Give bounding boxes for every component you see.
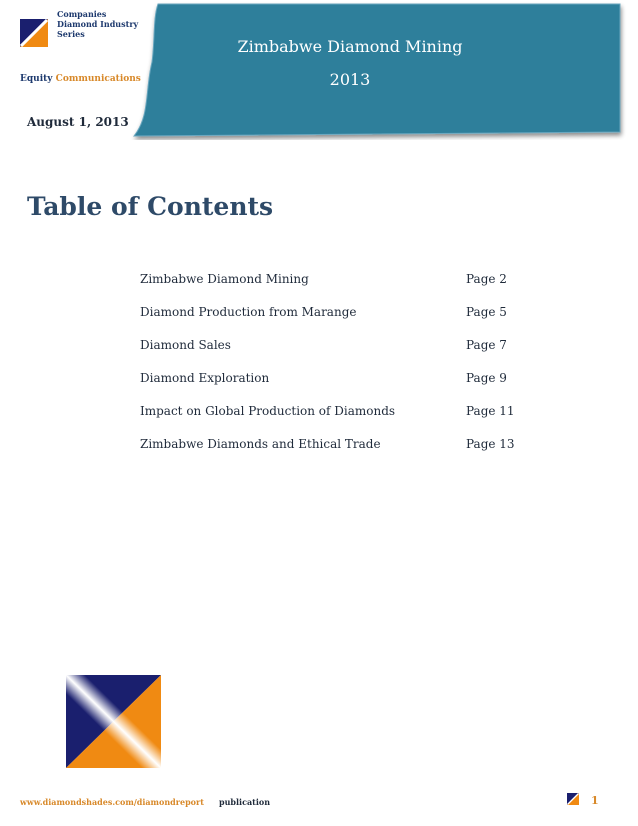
toc-item-page: Page 7 — [466, 338, 507, 352]
toc-item-label: Zimbabwe Diamonds and Ethical Trade — [140, 437, 381, 451]
toc-item-label: Diamond Sales — [140, 338, 231, 352]
toc-item[interactable] — [140, 305, 540, 338]
series-logo-icon — [20, 19, 48, 47]
toc-item[interactable] — [140, 404, 540, 437]
company-logo-icon — [66, 675, 161, 768]
series-line-3: Series — [57, 29, 85, 39]
toc-item-page: Page 9 — [466, 371, 507, 385]
toc-item-page: Page 13 — [466, 437, 515, 451]
series-label — [57, 9, 157, 39]
toc-list — [140, 272, 540, 470]
toc-item-label: Diamond Exploration — [140, 371, 270, 385]
toc-item-label: Diamond Production from Marange — [140, 305, 357, 319]
toc-heading: Table of Contents — [27, 192, 274, 221]
toc-item[interactable] — [140, 371, 540, 404]
toc-item[interactable] — [140, 272, 540, 305]
footer-logo-icon — [567, 793, 579, 805]
report-title: Zimbabwe Diamond Mining — [237, 37, 463, 56]
toc-item-label: Zimbabwe Diamond Mining — [140, 272, 309, 286]
footer-page-number: 1 — [591, 794, 599, 807]
series-line-2: Diamond Industry — [57, 19, 139, 29]
toc-item-page: Page 5 — [466, 305, 507, 319]
series-line-1: Companies — [57, 9, 107, 19]
toc-item[interactable] — [140, 437, 540, 470]
footer-publication-label: publication — [219, 797, 271, 807]
footer-website-link[interactable]: www.diamondshades.com/diamondreport — [20, 797, 204, 807]
brand-accent: Communications — [55, 74, 141, 84]
brand-name — [20, 74, 141, 84]
toc-item-page: Page 11 — [466, 404, 515, 418]
toc-item-label: Impact on Global Production of Diamonds — [140, 404, 396, 418]
toc-item[interactable] — [140, 338, 540, 371]
report-date: August 1, 2013 — [27, 115, 129, 129]
brand-primary: Equity — [20, 74, 53, 84]
report-year: 2013 — [329, 70, 371, 89]
toc-item-page: Page 2 — [466, 272, 507, 286]
